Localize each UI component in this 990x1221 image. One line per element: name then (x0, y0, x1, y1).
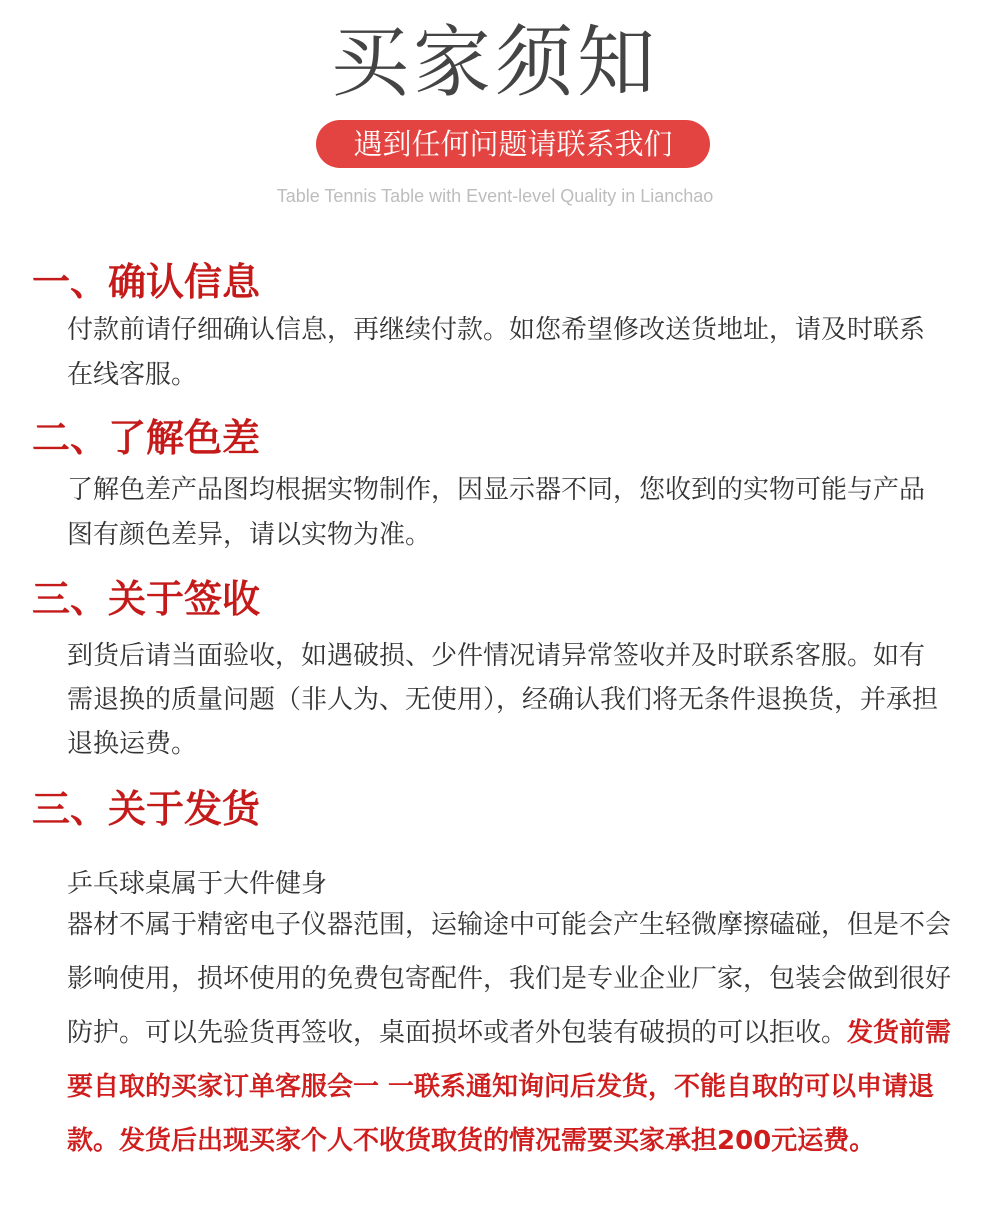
section-heading-signing: 三、关于签收 (32, 577, 261, 621)
shipping-text: 器材不属于精密电子仪器范围，运输途中可能会产生轻微摩擦磕碰，但是不会影响使用，损坏使用的免费包寄配件，我们是专业企业厂家，包装会做到很好防护。可以先验货再签收，桌面损坏或者外包装有破损的可以拒收。 (67, 910, 952, 1048)
section-body-signing: 到货后请当面验收，如遇破损、少件情况请异常签收并及时联系客服。如有需退换的质量问题（非人为、无使用），经确认我们将无条件退换货，并承担退换运费。 (67, 641, 939, 759)
section-shipping-first-line: 乒乓球桌属于大件健身 (67, 869, 328, 899)
contact-banner: 遇到任何问题请联系我们 (316, 120, 710, 168)
shipping-emphasis-text: 发货前需要自取的买家订单客服会一 一联系通知询问后发货，不能自取的可以申请退款。发货后出现买家个人不收货取货的情况需要买家承担200元运费。 (67, 1018, 952, 1156)
section-body-shipping (67, 898, 957, 1168)
section-heading-confirm-info: 一、确认信息 (32, 260, 261, 304)
section-body-confirm-info: 付款前请仔细确认信息，再继续付款。如您希望修改送货地址，请及时联系在线客服。 (67, 315, 926, 390)
page-title: 买家须知 (330, 18, 659, 108)
page-subtitle: Table Tennis Table with Event-level Quality in Lianchao (276, 186, 714, 206)
section-heading-color-difference: 二、了解色差 (32, 416, 261, 460)
section-heading-shipping: 三、关于发货 (32, 787, 261, 831)
section-body-color-difference: 了解色差产品图均根据实物制作，因显示器不同，您收到的实物可能与产品图有颜色差异，请以实物为准。 (67, 475, 926, 550)
